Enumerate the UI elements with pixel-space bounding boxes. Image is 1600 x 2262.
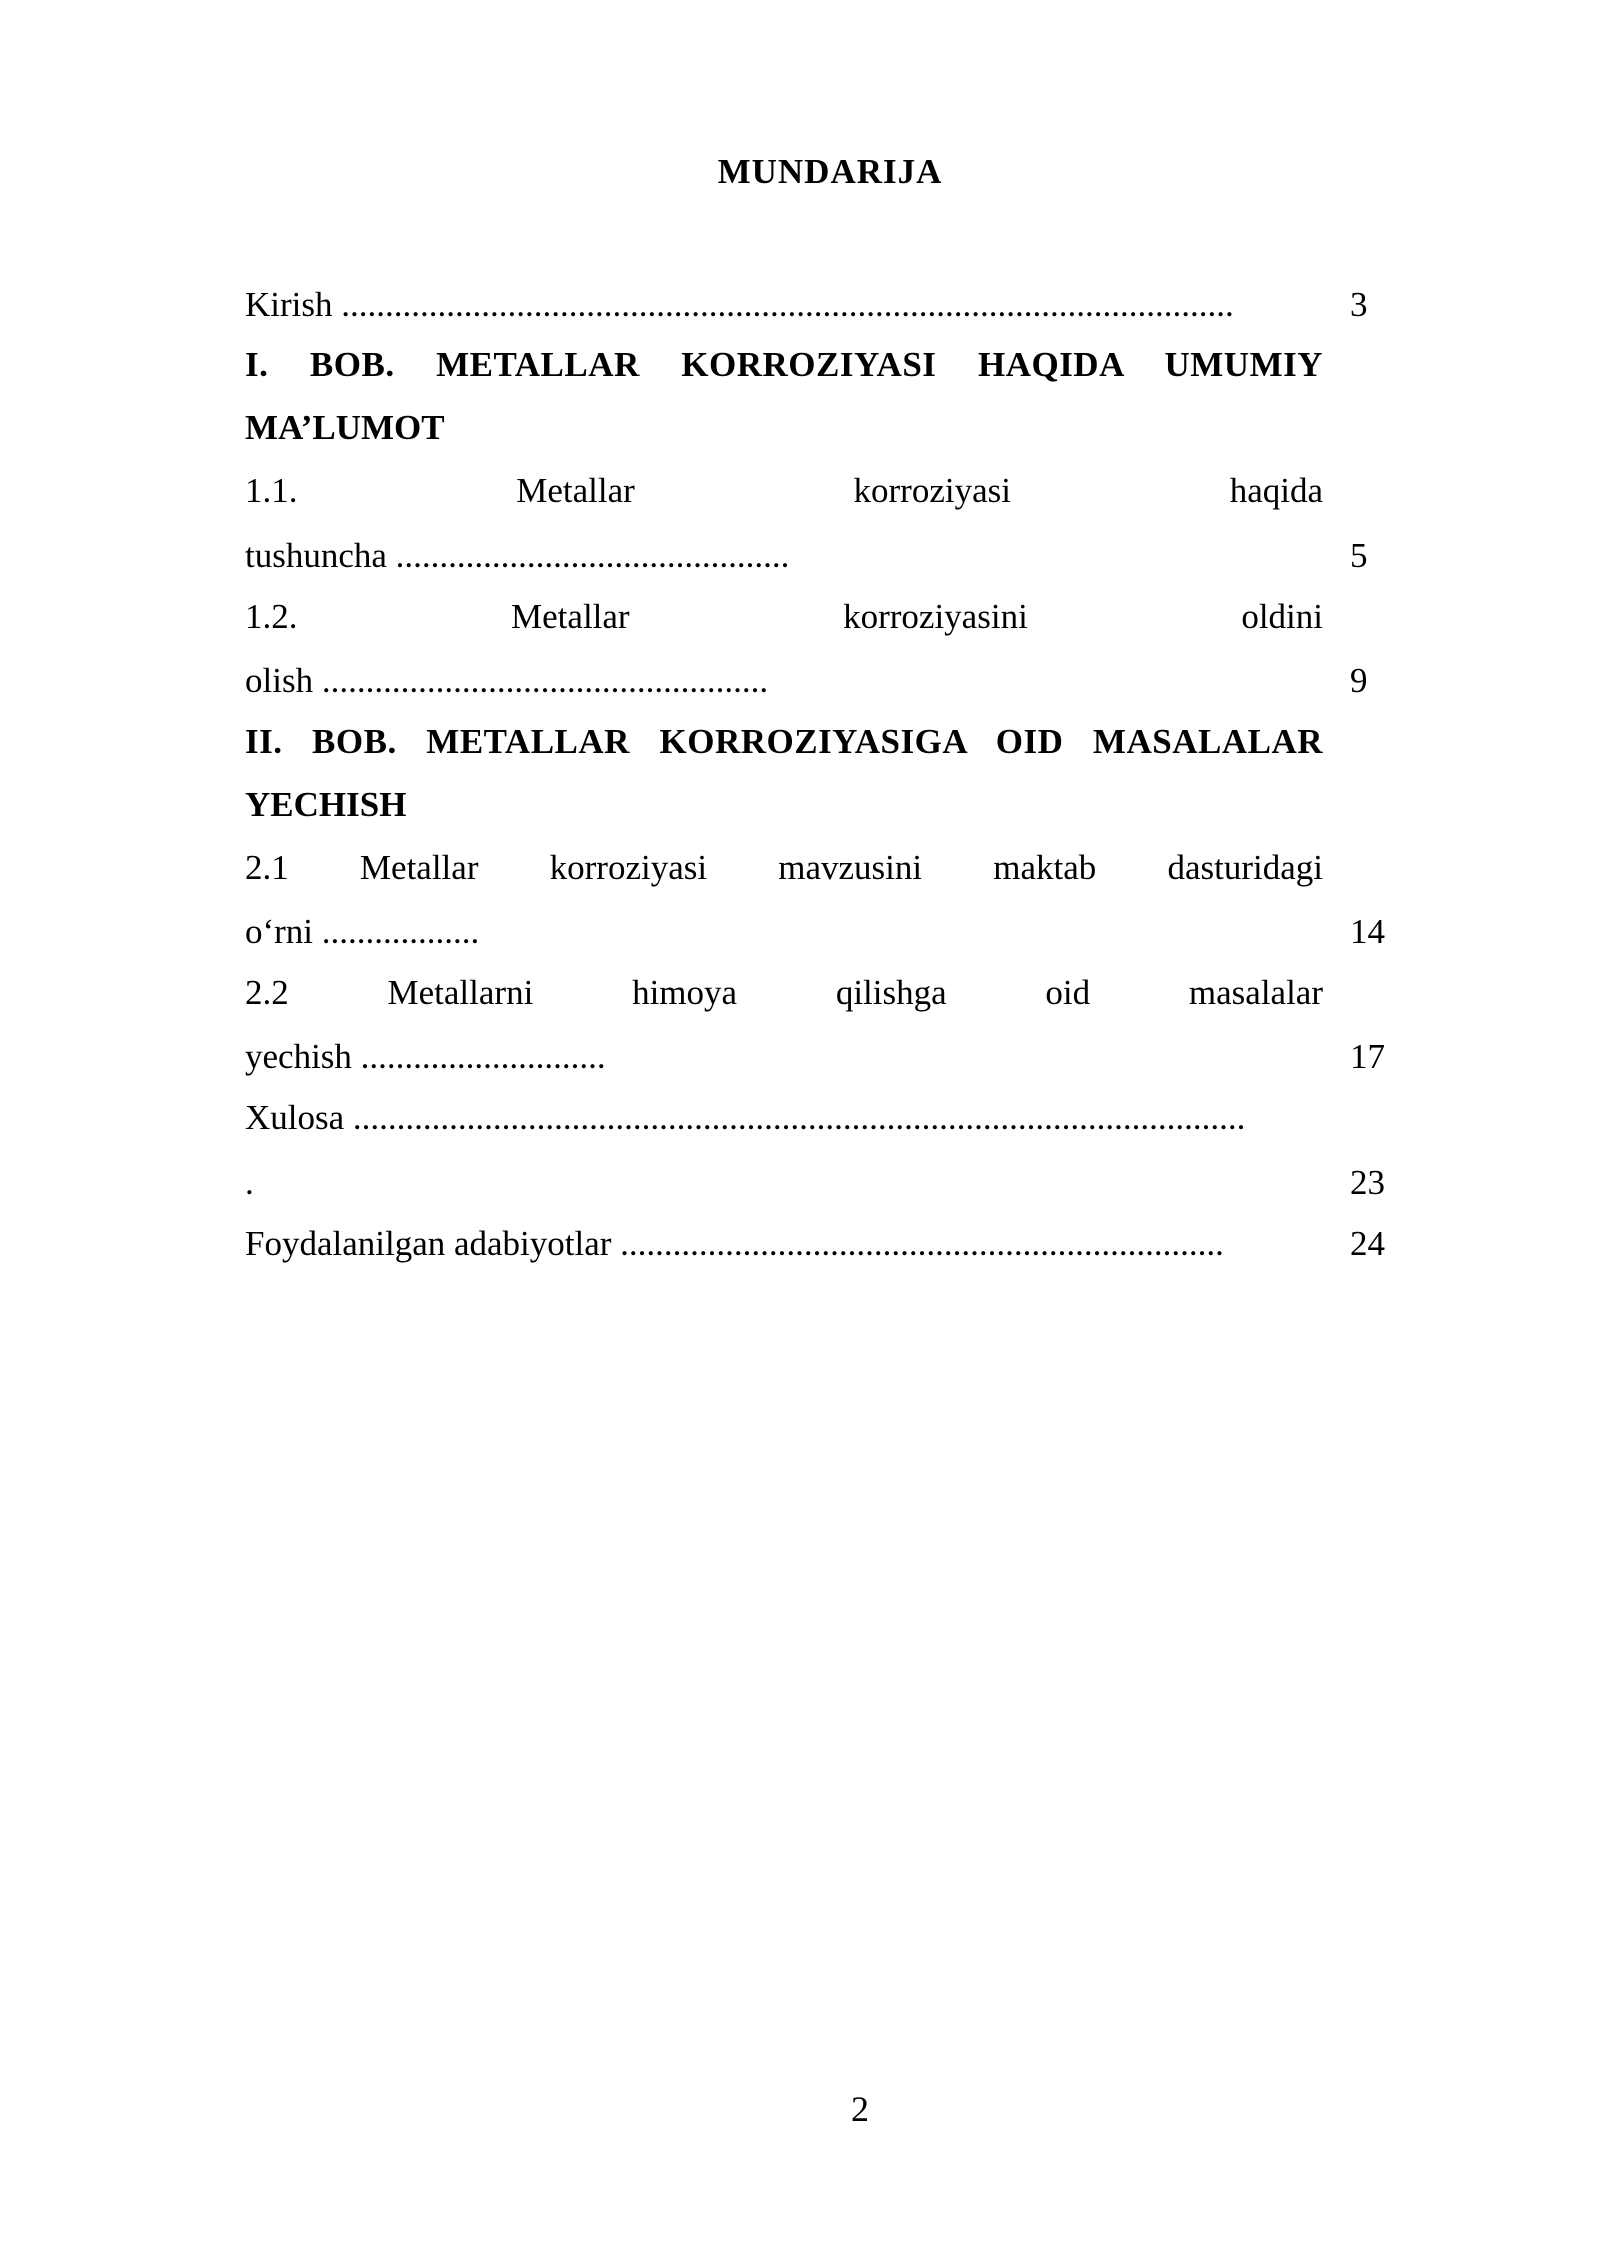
toc-entry-title-cont: olish ...................................................: [245, 661, 769, 700]
toc-entry-1-2-cont[interactable]: [245, 651, 1385, 711]
toc-chapter-title-cont: MA’LUMOT: [245, 408, 445, 447]
toc-entry-2-1-cont[interactable]: [245, 902, 1385, 962]
toc-chapter-title: II. BOB. METALLAR KORROZIYASIGA OID MASALALAR: [245, 722, 1323, 761]
page-title: MUNDARIJA: [717, 152, 943, 191]
toc-entry-title: Kirish ......................................................................................................: [245, 285, 1234, 324]
toc-entry-title: 1.2. Metallar korroziyasini oldini: [245, 597, 1323, 636]
toc-entry-title-cont: o‘rni ..................: [245, 912, 480, 951]
toc-entry-title-cont: .: [245, 1163, 254, 1202]
toc-chapter-title-cont: YECHISH: [245, 785, 407, 824]
toc-entry-2-2[interactable]: [245, 963, 1385, 1023]
toc-entry-2-2-cont[interactable]: [245, 1027, 1385, 1087]
toc-entry-title-cont: tushuncha .............................................: [245, 536, 790, 575]
toc-page-number: 23: [1350, 1163, 1385, 1202]
toc-entry-title: 2.1 Metallar korroziyasi mavzusini maktab dasturidagi: [245, 848, 1323, 887]
toc-entry-title: 1.1. Metallar korroziyasi haqida: [245, 471, 1323, 510]
toc-entry-title: 2.2 Metallarni himoya qilishga oid masalalar: [245, 973, 1323, 1012]
toc-page-number: 14: [1350, 912, 1385, 951]
toc-entry-adabiyotlar[interactable]: [245, 1214, 1385, 1274]
toc-chapter-1[interactable]: [245, 335, 1385, 395]
page-number: 2: [851, 2089, 869, 2129]
toc-entry-1-1[interactable]: [245, 461, 1385, 521]
toc-entry-title: Xulosa ......................................................................................................: [245, 1098, 1246, 1137]
toc-page-number: 3: [1350, 285, 1368, 324]
toc-entry-2-1[interactable]: [245, 838, 1385, 898]
toc-page-number: 17: [1350, 1037, 1385, 1076]
toc-entry-title-cont: yechish ............................: [245, 1037, 606, 1076]
toc-entry-1-2[interactable]: [245, 587, 1385, 647]
toc-entry-title: Foydalanilgan adabiyotlar .....................................................................: [245, 1224, 1224, 1263]
toc-entry-xulosa-cont[interactable]: [245, 1153, 1385, 1213]
toc-chapter-title: I. BOB. METALLAR KORROZIYASI HAQIDA UMUMIY: [245, 345, 1323, 384]
toc-entry-kirish[interactable]: [245, 275, 1385, 335]
toc-page-number: 5: [1350, 536, 1368, 575]
toc-entry-1-1-cont[interactable]: [245, 526, 1385, 586]
toc-page-number: 9: [1350, 661, 1368, 700]
toc-chapter-1-cont: [245, 398, 1385, 458]
toc-chapter-2[interactable]: [245, 712, 1385, 772]
toc-chapter-2-cont: [245, 775, 1385, 835]
toc-entry-xulosa[interactable]: [245, 1088, 1385, 1148]
toc-page-number: 24: [1350, 1224, 1385, 1263]
